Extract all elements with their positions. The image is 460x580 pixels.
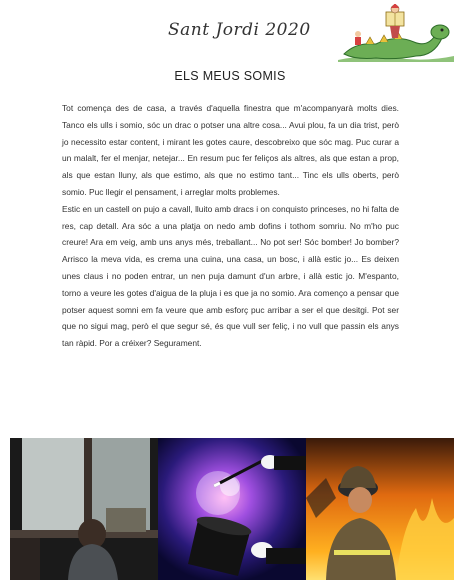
firefighter-photo — [306, 438, 454, 580]
header-title: Sant Jordi 2020 — [168, 20, 311, 40]
page-title: ELS MEUS SOMIS — [174, 69, 286, 83]
story-text — [62, 100, 399, 352]
magician-hat-photo — [158, 438, 306, 580]
reading-dragon-illustration — [336, 4, 456, 62]
paragraph: Tot comença des de casa, a través d'aquella finestra que m'acompanyarà molts dies. Tanco els ulls i somio, sóc un drac o potser una altre cosa... Avui plou, fa un dia trist, però jo necessito estar content, i mirant les gotes caure, descobreixo que sóc mag. Puc curar a un malalt, fer el menjar, netejar... En resum puc fer feliços als altres, als que estan a prop, als que estan lluny, als que estimo, als que no estimo tant... Tinc els ulls oberts, però somio. Puc llegir el pensament, i arreglar molts problemes. — [62, 103, 399, 197]
child-at-window-photo — [10, 438, 158, 580]
paragraph: Estic en un castell on pujo a cavall, lluito amb dracs i on conquisto princeses, no hi falta de res, cap detall. Ara sóc a una platja on nedo amb dofins i tothom somriu. No m'ho puc creure! Ara em veig, amb uns anys més, treballant... No pot ser! Sóc bomber! Jo bomber? Arrisco la meva vida, es crema una cuina, una casa, un bosc, i allà estic jo... Es deixen unes claus i no poden entrar, un nen puja damunt d'un arbre, i allà estic jo. M'espanto, torno a veure les gotes d'aigua de la pluja i es que ja no somio. Ara començo a pensar que potser aquest somni em fa veure que amb esforç puc arribar a ser el que desitgi. Pot ser que no sigui mag, però el que segur sé, és que vull ser feliç, i no vull que passin els anys tan ràpid. Por a créixer? Segurament. — [62, 203, 399, 349]
photo-strip — [10, 438, 454, 580]
